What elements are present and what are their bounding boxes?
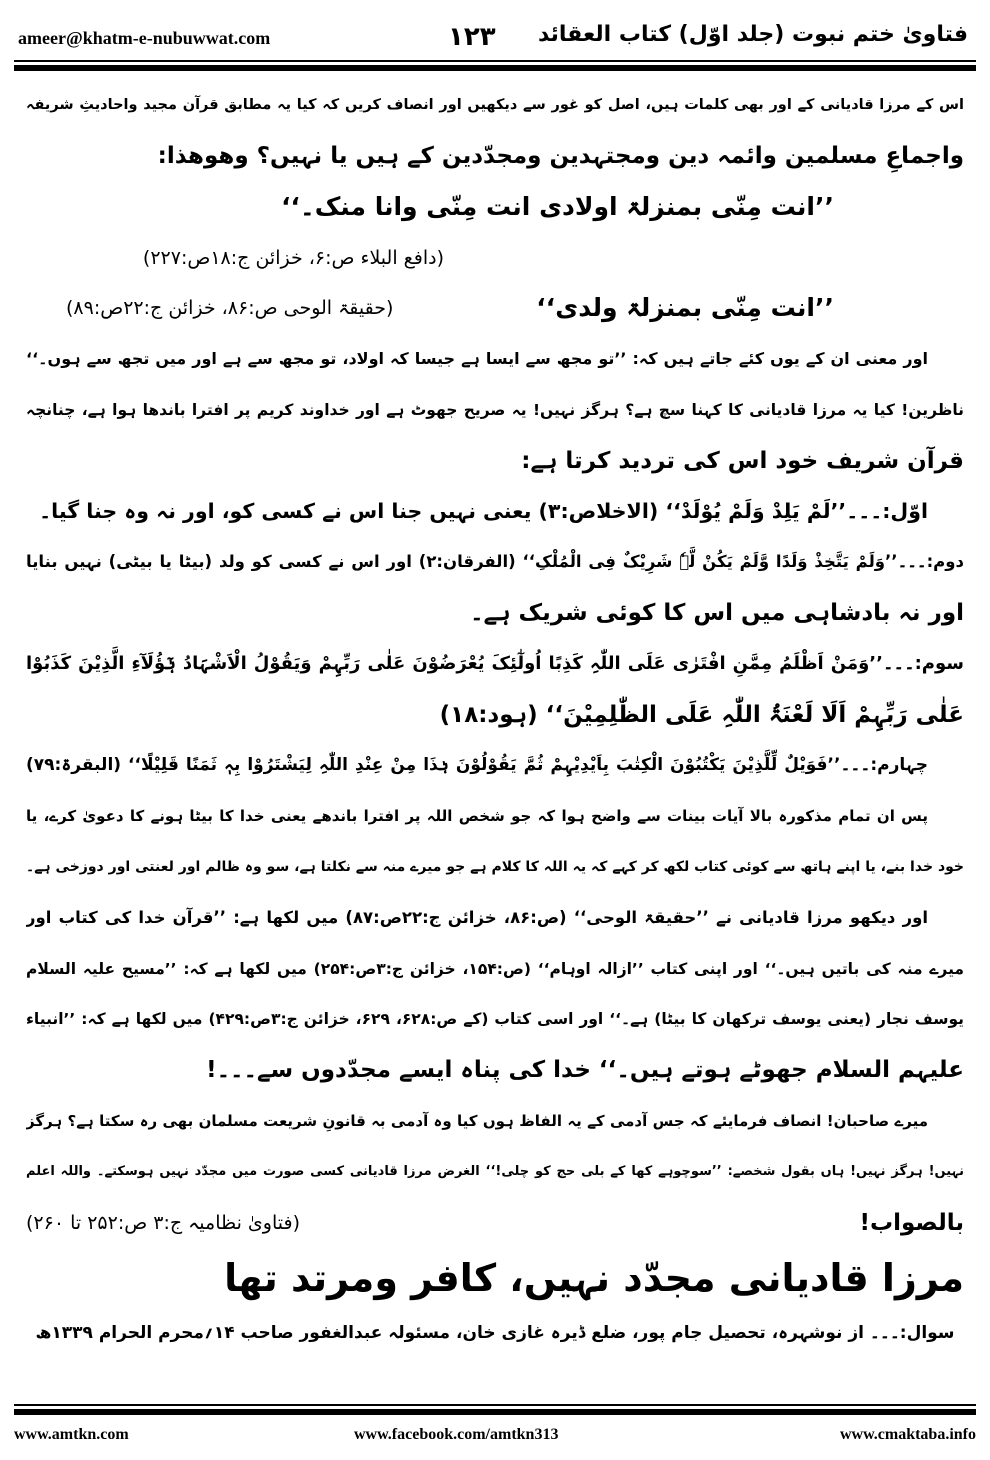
text-line: سوم:۔۔۔’’وَمَنْ اَظْلَمُ مِمَّنِ افْتَرٰی عَلَی اللّٰہِ کَذِبًا اُولٰٓئِکَ یُعْرَضُوْنَ عَلٰی رَبِّہِمْ وَیَقُوْلُ الْاَشْہَادُ ہٰٓؤُلَآءِ الَّذِیْنَ کَذَبُوْا (26, 652, 964, 674)
reference: (حقیقۃ الوحی ص:۸۶، خزائن ج:۲۲ص:۸۹) (66, 297, 394, 320)
header-rule-thick (14, 65, 976, 71)
page-body (26, 80, 964, 1359)
text: بالصواب! (859, 1209, 964, 1236)
text-line: قرآن شریف خود اس کی تردید کرتا ہے: (521, 447, 964, 474)
text-line: اور دیکھو مرزا قادیانی نے ’’حقیقۃ الوحی‘‘ (ص:۸۶، خزائن ج:۲۲ص:۸۷) میں لکھا ہے: ’’قرآن خدا کی کتاب اور (26, 907, 928, 927)
footer-link-right[interactable]: www.cmaktaba.info (839, 1426, 976, 1443)
text-line: اور معنی ان کے یوں کئے جاتے ہیں کہ: ’’تو مجھ سے ایسا ہے جیسا کہ اولاد، تو مجھ سے ہے اور میں تجھ سے ہوں۔‘‘ (26, 348, 929, 368)
quote: ’’انت مِنّی بمنزلۃ ولدی‘‘ (536, 293, 834, 323)
text-line: خود خدا بنے، یا اپنے ہاتھ سے کوئی کتاب لکھ کر کہے کہ یہ اللہ کا کلام ہے جو میرے منہ سے نکلتا ہے، سو وہ ظالم اور لعنتی اور دوزخی ہے۔ (26, 858, 964, 875)
text-line: اوّل:۔۔۔’’لَمْ یَلِدْ وَلَمْ یُوْلَدْ‘‘ (الاخلاص:۳) یعنی نہیں جنا اس نے کسی کو، اور نہ وہ جنا گیا۔ (39, 499, 928, 524)
header-email: ameer@khatm-e-nubuwwat.com (18, 28, 271, 48)
text-line: عَلٰی رَبِّہِمْ اَلَا لَعْنَۃُ اللّٰہِ عَلَی الظّٰلِمِیْنَ‘‘ (ہود:۱۸) (439, 701, 964, 728)
text-with-reference (26, 1198, 964, 1249)
text-line: نہیں! ہرگز نہیں! ہاں بقول شخصے: ’’سوچوہے کھا کے بلی حج کو چلی!‘‘ الغرض مرزا قادیانی کسی صورت میں مجدّد نہیں ہوسکتے۔ واللہ اعلم (26, 1163, 964, 1179)
section-heading: مرزا قادیانی مجدّد نہیں، کافر ومرتد تھا (224, 1256, 964, 1301)
header-rule-thin (14, 60, 976, 62)
question-line: سوال:۔۔۔ از نوشہرہ، تحصیل جام پور، ضلع ڈیرہ غازی خان، مسئولہ عبدالغفور صاحب ۱۴؍محرم الحرام ۱۳۳۹ھ (35, 1323, 955, 1344)
text-line: چہارم:۔۔۔’’فَوَیْلٌ لِّلَّذِیْنَ یَکْتُبُوْنَ الْکِتٰبَ بِاَیْدِیْہِمْ ثُمَّ یَقُوْلُوْنَ ہٰذَا مِنْ عِنْدِ اللّٰہِ لِیَشْتَرُوْا بِہٖ ثَمَنًا قَلِیْلًا‘‘ (البقرۃ:۷۹) (26, 755, 928, 776)
footer-link-center[interactable]: www.facebook.com/amtkn313 (354, 1426, 559, 1443)
book-title: فتاویٰ ختم نبوت (جلد اوّل) کتاب العقائد (537, 22, 968, 47)
footer-rule-thick (14, 1409, 976, 1415)
page-number: ۱۲۳ (448, 22, 496, 52)
quote-line: ’’انت مِنّی بمنزلۃ اولادی انت مِنّی وانا منک۔‘‘ (281, 191, 834, 221)
text-line: پس ان تمام مذکورہ بالا آیات بینات سے واضح ہوا کہ جو شخص اللہ پر افترا باندھے یعنی خدا کا بیٹا ہونے کا دعویٰ کرے، یا (26, 807, 928, 826)
text-line: واجماعِ مسلمین وائمہ دین ومجتہدین ومجدّدین کے ہیں یا نہیں؟ وھوھذا: (157, 142, 964, 169)
quote-with-reference (26, 283, 964, 334)
text-line: اور نہ بادشاہی میں اس کا کوئی شریک ہے۔ (470, 599, 964, 626)
footer-link-left[interactable]: www.amtkn.com (14, 1426, 129, 1443)
text-line: میرے صاحبان! انصاف فرمایئے کہ جس آدمی کے یہ الفاظ ہوں کیا وہ آدمی بہ قانونِ شریعت مسلمان بھی رہ سکتا ہے؟ ہرگز (26, 1111, 928, 1130)
footer-rule-thin (14, 1404, 976, 1406)
text-line: ناظرین! کیا یہ مرزا قادیانی کا کہنا سچ ہے؟ ہرگز نہیں! یہ صریح جھوٹ ہے اور خداوند کریم پر افترا باندھا ہوا ہے، چنانچہ (26, 400, 964, 419)
text-line: اس کے مرزا قادیانی کے اور بھی کلمات ہیں، اصل کو غور سے دیکھیں اور انصاف کریں کہ کیا یہ مطابق قرآن مجید واحادیثِ شریفہ (26, 97, 964, 113)
reference: (فتاویٰ نظامیہ ج:۳ ص:۲۵۲ تا ۲۶۰) (26, 1211, 300, 1234)
text-line: یوسف نجار (یعنی یوسف ترکھان کا بیٹا) ہے۔‘‘ اور اسی کتاب (کے ص:۶۲۸، ۶۲۹، خزائن ج:۳ص:۴۲۹) میں لکھا ہے کہ: ’’انبیاء (26, 1010, 964, 1029)
text-line: علیہم السلام جھوٹے ہوتے ہیں۔‘‘ خدا کی پناہ ایسے مجدّدوں سے۔۔۔! (206, 1057, 964, 1084)
text-line: دوم:۔۔۔’’وَلَمْ یَتَّخِذْ وَلَدًا وَّلَمْ یَکُنْ لَّہٗ شَرِیْکٌ فِی الْمُلْکِ‘‘ (الفرقان:۲) اور اس نے کسی کو ولد (بیٹا یا بیٹی) نہیں بنایا (26, 552, 964, 572)
text-line: میرے منہ کی باتیں ہیں۔‘‘ اور اپنی کتاب ’’ازالہ اوہام‘‘ (ص:۱۵۴، خزائن ج:۳ص:۲۵۴) میں لکھا ہے کہ: ’’مسیح علیہ السلام (26, 959, 964, 978)
reference-line (26, 232, 964, 283)
page-header (18, 22, 968, 58)
reference: (دافع البلاء ص:۶، خزائن ج:۱۸ص:۲۲۷) (142, 247, 444, 270)
